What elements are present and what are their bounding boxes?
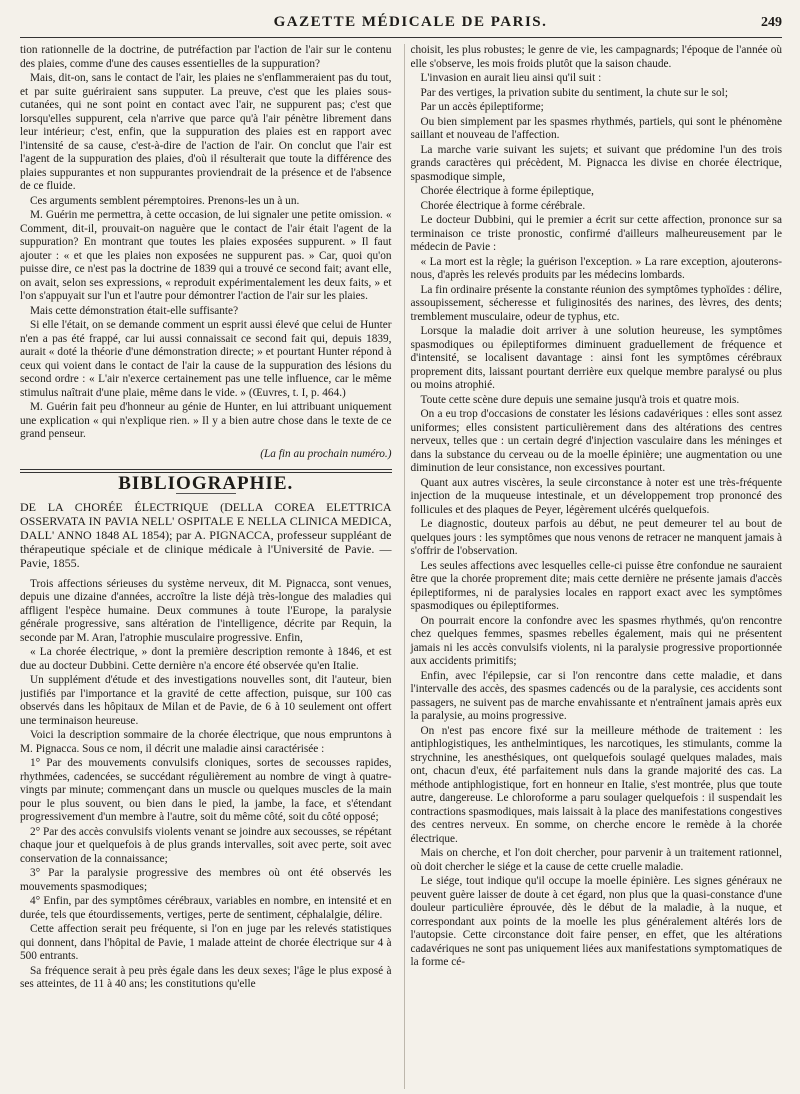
paragraph: choisit, les plus robustes; le genre de vie, les campagnards; l'époque de l'année où elle s'observe, les mois froids plutôt que la saison chaude. xyxy=(410,44,782,70)
paragraph: tion rationnelle de la doctrine, de putréfaction par l'action de l'air sur le contenu des plaies, comme d'une des causes essentielles de la suppuration? xyxy=(20,44,392,70)
paragraph: Lorsque la maladie doit arriver à une solution heureuse, les symptômes spasmodiques ou épileptiformes diminuent graduellement de fréquence et d'intensité, se localisent davantage : ainsi font les symptômes cérébraux proprement dits, laissant pourtant derrière eux quelque membre paralysé ou plus ou moins atrophié. xyxy=(410,325,782,391)
two-column-body xyxy=(20,44,782,1089)
paragraph: Les seules affections avec lesquelles celle-ci puisse être confondue ne sauraient être que la chorée proprement dite; mais cette dernière ne présente jamais d'accès épileptiformes, ni de paralysies locales en rapport exact avec les symptômes spasmodiques ou épileptiformes. xyxy=(410,559,782,612)
paragraph: Mais cette démonstration était-elle suffisante? xyxy=(30,304,239,317)
paragraph: On a eu trop d'occasions de constater les lésions cadavériques : elles sont assez uniformes; elles consistent particulièrement dans des altérations des centres nerveux, telles que : un certain degré d'injection vasculaire dans les méninges et dans la substance du cerveau ou de la moelle épinière; une augmentation ou une diminution de leur consistance, non excessives pourtant. xyxy=(410,408,782,474)
paragraph: Chorée électrique à forme épileptique, xyxy=(420,185,594,197)
paragraph: Un supplément d'étude et des investigations nouvelles sont, dit l'auteur, bien justifiés par l'importance et la gravité de cette affection, puisque, sur 100 cas observés dans les hôpitaux de Milan et de Pavie, de 6 à 10 seulement ont offert une terminaison heureuse. xyxy=(20,674,392,727)
paragraph: M. Guérin fait peu d'honneur au génie de Hunter, en lui attribuant uniquement une explication « qui n'explique rien. » Il y a bien autre chose dans le texte de ce grand penseur. xyxy=(20,401,392,440)
paragraph: Si elle l'était, on se demande comment un esprit aussi élevé que celui de Hunter n'en a pas été frappé, car lui aussi connaissait ce second fait qui, depuis 1839, aurait « doté la théorie d'une démonstration directe; » et pourtant Hunter répond à ceux qui voient dans le contact de l'air la cause de la suppuration des lésions du second ordre : « L'air n'exerce certainement pas une telle influence, car le même stimulus naîtrait d'une plaie, même dans le vide. » (Œuvres, t. I, p. 464.) xyxy=(20,319,392,399)
paragraph: « La chorée électrique, » dont la première description remonte à 1846, et est due au docteur Dubbini. Cette dernière n'a encore été observée qu'en Italie. xyxy=(20,646,392,672)
paragraph: Le diagnostic, douteux parfois au début, ne peut demeurer tel au bout de quelques jours : les symptômes que nous venons de retracer ne manquent jamais à s'offrir de l'observation. xyxy=(410,518,782,557)
paragraph: 1° Par des mouvements convulsifs cloniques, sortes de secousses rapides, rhythmées, cadencées, se succédant régulièrement au nombre de vingt à quatre-vingts par minute; commençant dans un muscle ou quelques muscles de la main pour le plus souvent, ou bien dans le pied, la jambe, la face, et s'étendant progressivement d'un membre à l'autre, soit du même côté, soit du côté opposé; xyxy=(20,757,392,823)
journal-title: GAZETTE MÉDICALE DE PARIS. xyxy=(273,14,548,30)
paragraph: 2° Par des accès convulsifs violents venant se joindre aux secousses, se répétant chaque jour et quelquefois à de plus grands intervalles, soit avec perte, soit avec conservation de la connaissance; xyxy=(20,825,392,865)
to-be-continued-note: (La fin au prochain numéro.) xyxy=(260,447,392,460)
paragraph: M. Guérin me permettra, à cette occasion, de lui signaler une petite omission. « Comment, dit-il, prouvait-on naguère que le contact de l'air était l'agent de la suppuration? En montrant que toutes les plaies exposées suppurent. » Il faut ajouter : « et que les plaies non exposées ne suppurent pas. » Car, quoi qu'on puisse dire, ce n'est pas la doctrine de 1839 qui a trouvé ce second fait; avant elle, on avait, selon ses expressions, « reproduit expérimentalement les deux faits, » et l'on s'appuyait sur l'un et l'autre pour démontrer l'action de l'air sur les plaies. xyxy=(20,209,392,302)
paragraph: Par un accès épileptiforme; xyxy=(420,101,544,113)
section-title: BIBLIOGRAPHIE. xyxy=(118,473,294,494)
paragraph: L'invasion en aurait lieu ainsi qu'il suit : xyxy=(420,72,602,84)
paragraph: Le docteur Dubbini, qui le premier a écrit sur cette affection, prononce sur sa terminaison ce triste pronostic, confirmé d'ailleurs malheureusement par le médecin de Pavie : xyxy=(410,214,782,253)
left-column xyxy=(20,44,392,1089)
paragraph: Sa fréquence serait à peu près égale dans les deux sexes; l'âge le plus exposé à ses atteintes, de 11 à 40 ans; les constitutions qu'elle xyxy=(20,964,392,990)
paragraph: La fin ordinaire présente la constante réunion des symptômes typhoïdes : délire, assoupissement, sécheresse et fuliginosités des narines, des lèvres, des dents; tremblement musculaire, odeur de typhus, etc. xyxy=(410,283,782,323)
paragraph: 4° Enfin, par des symptômes cérébraux, variables en nombre, en intensité et en durée, tels que étourdissements, vertiges, perte de sentiment, céphalalgie, délire. xyxy=(20,895,392,921)
paragraph: Toute cette scène dure depuis une semaine jusqu'à trois et quatre mois. xyxy=(420,393,740,406)
section-rule xyxy=(20,469,392,470)
page-header xyxy=(20,14,782,34)
paragraph: Cette affection serait peu fréquente, si l'on en juge par les relevés statistiques qui donnent, dans l'hôpital de Pavie, 1 malade atteint de chorée électrique sur 4 à 500 entrants. xyxy=(20,923,392,962)
header-rule xyxy=(20,37,782,38)
paragraph: Mais on cherche, et l'on doit chercher, pour parvenir à un traitement rationnel, où doit chercher le siége et la cause de cette cruelle maladie. xyxy=(410,847,782,873)
paragraph: On pourrait encore la confondre avec les spasmes rhythmés, qu'on rencontre chez quelques femmes, spasmes rebelles également, mais qui ne présentent jamais ni les accès convulsifs violents, ni la paralysie progressive proportionnée aux accidents primitifs; xyxy=(410,614,782,667)
paragraph: On n'est pas encore fixé sur la meilleure méthode de traitement : les antiphlogistiques, les anthelmintiques, les narcotiques, les stimulants, comme la strychnine, les anesthésiques, ont quelquefois soulagé quelques malades, mais ont, chacun d'eux, été parfaitement nuls dans la grande majorité des cas. La méthode antiphlogistique, fort en honneur en Italie, s'est montrée, plus que toute autre, dangereuse. Le chloroforme a paru soulager quelquefois : il suspendait les contractions spasmodiques, mais laissait à la place des manifestations congestives des centres nerveux. En somme, on cherche encore le remède à la chorée électrique. xyxy=(410,724,782,845)
paragraph: La marche varie suivant les sujets; et suivant que prédomine l'un des trois grands caractères qui précèdent, M. Pignacca les divise en chorée électrique, spasmodique simple, xyxy=(410,143,782,183)
right-column xyxy=(404,44,783,1089)
paragraph: Mais, dit-on, sans le contact de l'air, les plaies ne s'enflammeraient pas du tout, et par suite guériraient sans supputer. La preuve, c'est que les plaies sous-cutanées, qui ne sont point en contact avec l'air, ne suppurent pas; c'est que lorsqu'elles suppurent, cela n'arrive que parce qu'à l'air pénètre librement dans leur intérieur; c'est, enfin, que la suppuration des plaies est en rapport avec l'intensité de sa cause, c'est-à-dire de l'action de l'air. On conclut que l'air est l'agent de la suppuration des plaies, d'où il résulterait que toute la différence des plaies suppurantes et non suppurantes proviendrait de la présence et de l'absence de ce fluide. xyxy=(20,72,392,192)
paragraph: Ou bien simplement par les spasmes rhythmés, partiels, qui sont le phénomène saillant et nouveau de l'affection. xyxy=(410,115,782,141)
paragraph: Voici la description sommaire de la chorée électrique, que nous empruntons à M. Pignacca. Sous ce nom, il décrit une maladie ainsi caractérisée : xyxy=(20,729,392,755)
paragraph: Trois affections sérieuses du système nerveux, dit M. Pignacca, sont venues, depuis une dizaine d'années, accroître la liste déjà très-longue des maladies qui affligent l'espèce humaine. Deux communes à toute l'Europe, la paralysie générale progressive, sans altération de l'intelligence, décrite par Requin, la seconde par M. Aran, l'atrophie musculaire progressive. Enfin, xyxy=(20,577,392,644)
page-number: 249 xyxy=(760,15,782,30)
paragraph: Le siége, tout indique qu'il occupe la moelle épinière. Les signes généraux ne peuvent guère laisser de doute à cet égard, non plus que la quasi-constance d'une douleur particulière éprouvée, dès le début de la maladie, à la nuque, et correspondant aux points de la moelle les plus généralement altérés lors de l'autopsie. Cette circonstance doit faire penser, en effet, que les altérations cadavériques ne sont pas uniquement liées aux manifestations symptomatiques de la forme cé- xyxy=(410,875,782,968)
reviewed-book-title: DE LA CHORÉE ÉLECTRIQUE (DELLA COREA ELETTRICA OSSERVATA IN PAVIA NELL' OSPITALE E NELLA CLINICA MEDICA, DALL' ANNO 1848 AL 1854); par A. PIGNACCA, professeur suppléant de thérapeutique spéciale et de clinique médicale à l'Université de Pavie. — Pavie, 1855. xyxy=(20,499,392,570)
paragraph: Par des vertiges, la privation subite du sentiment, la chute sur le sol; xyxy=(420,86,728,99)
paragraph: « La mort est la règle; la guérison l'exception. » La rare exception, ajouterons-nous, d'après les relevés produits par les médecins lombards. xyxy=(410,255,782,281)
paragraph: Chorée électrique à forme cérébrale. xyxy=(420,199,586,212)
paragraph: 3° Par la paralysie progressive des membres où ont été observés les mouvements spasmodiques; xyxy=(20,867,392,893)
paragraph: Ces arguments semblent péremptoires. Prenons-les un à un. xyxy=(30,194,300,207)
paragraph: Enfin, avec l'épilepsie, car si l'on rencontre dans cette maladie, et dans l'intervalle des accès, des spasmes cadencés ou de la paralysie, ces accidents sont passagers, ne suivent pas de marche envahissante et n'entraînent jamais après eux la paralysie, au moins progressive. xyxy=(410,669,782,722)
paragraph: Quant aux autres viscères, la seule circonstance à noter est une très-fréquente injection de la muqueuse intestinale, et un développement trop prononcé des follicules et des plaques de Peyer, légèrement ulcérés quelquefois. xyxy=(410,476,782,516)
